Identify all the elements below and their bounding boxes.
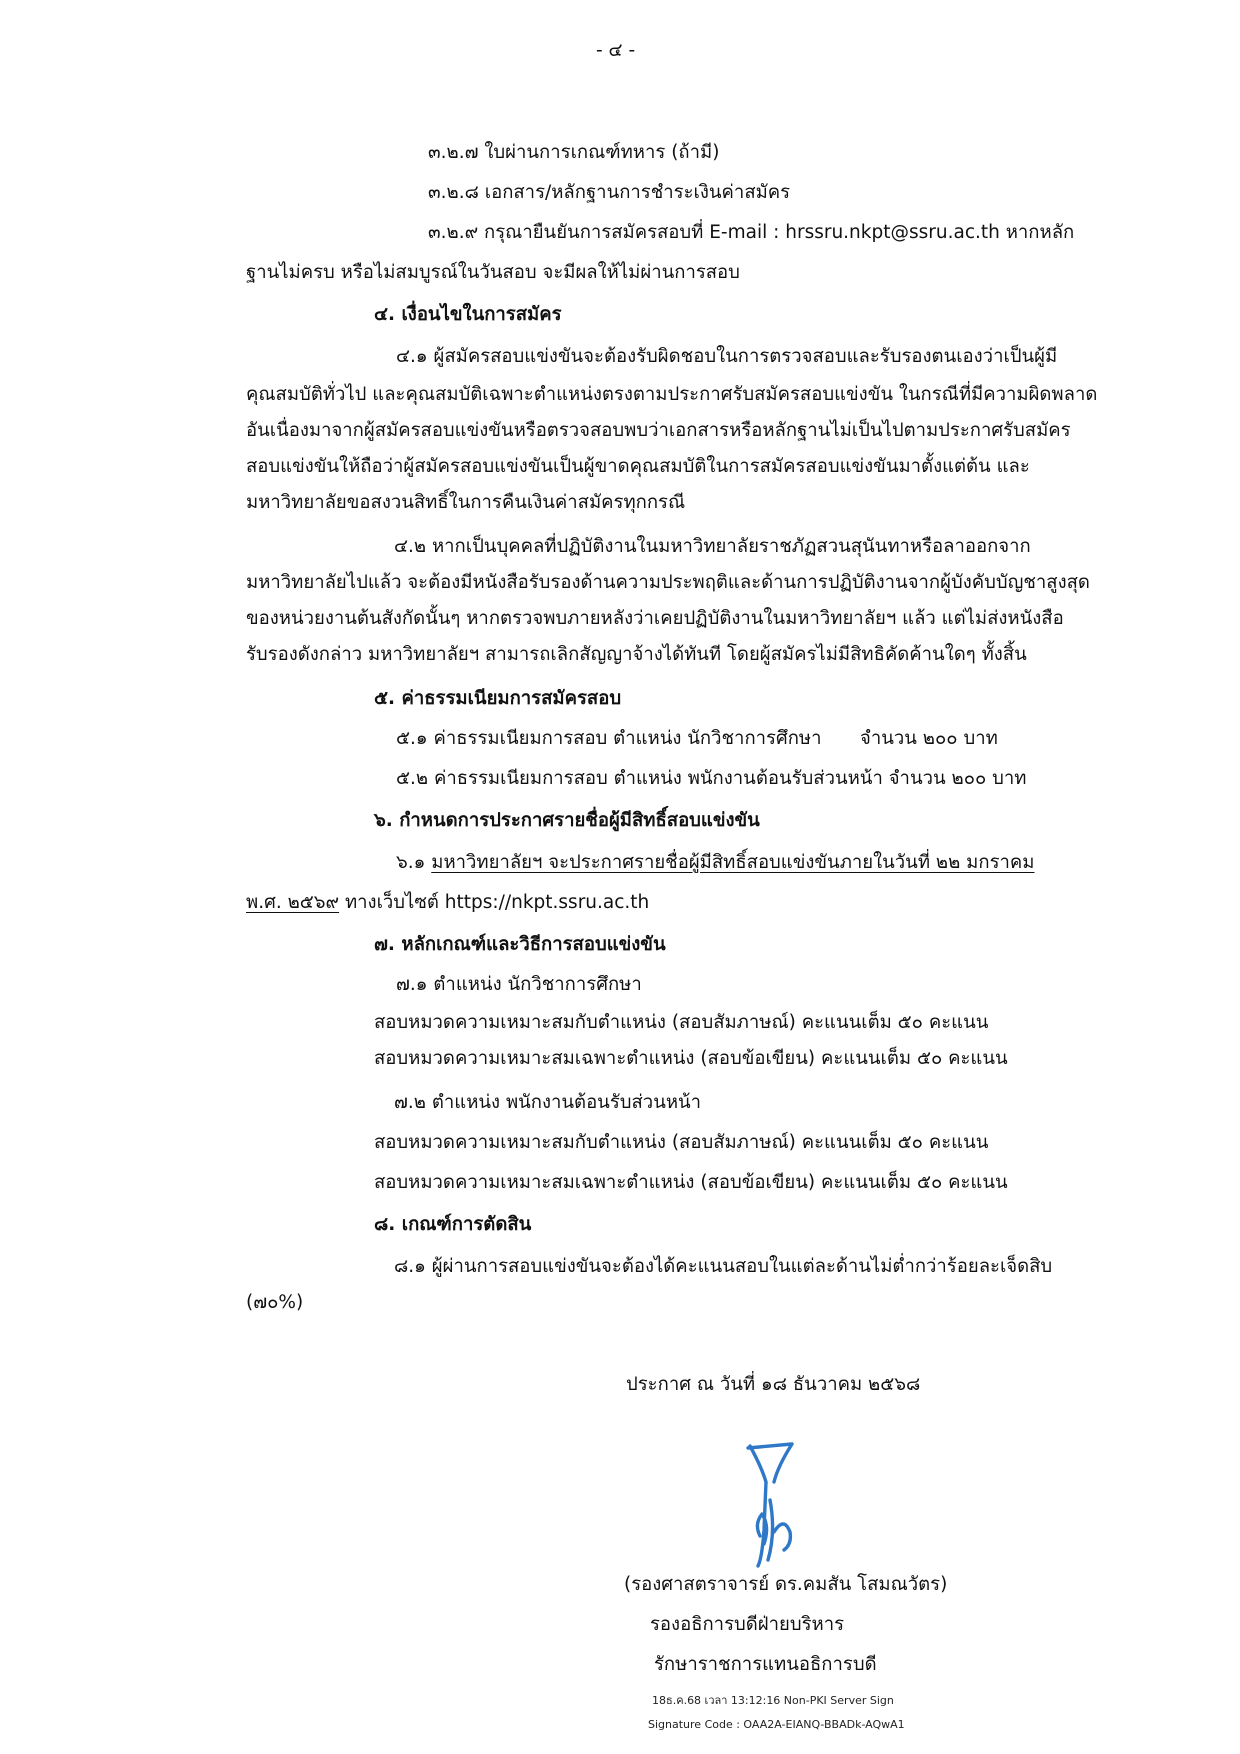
signer-name: (รองศาสตราจารย์ ดร.คมสัน โสมณวัตร) bbox=[624, 1574, 948, 1595]
item-4-1: ๔.๑ ผู้สมัครสอบแข่งขันจะต้องรับผิดชอบในการตรวจสอบและรับรองตนเองว่าเป็นผู้มี bbox=[396, 346, 1058, 367]
section-8-heading: ๘. เกณฑ์การตัดสิน bbox=[374, 1214, 532, 1235]
page-number: - ๔ - bbox=[596, 40, 636, 61]
item-6-1 bbox=[396, 850, 1034, 876]
item-5-1: ๕.๑ ค่าธรรมเนียมการสอบ ตำแหน่ง นักวิชาการศึกษา bbox=[396, 728, 822, 749]
item-4-2-cont-3: รับรองดังกล่าว มหาวิทยาลัยฯ สามารถเลิกสัญญาจ้างได้ทันที โดยผู้สมัครไม่มีสิทธิคัดค้านใดๆ ทั้งสิ้น bbox=[246, 644, 1027, 665]
item-5-2: ๕.๒ ค่าธรรมเนียมการสอบ ตำแหน่ง พนักงานต้อนรับส่วนหน้า จำนวน ๒๐๐ บาท bbox=[396, 768, 1027, 789]
item-4-1-cont-1: คุณสมบัติทั่วไป และคุณสมบัติเฉพาะตำแหน่งตรงตามประกาศรับสมัครสอบแข่งขัน ในกรณีที่มีความผิดพลาด bbox=[246, 384, 1098, 405]
item-3-2-9-cont: ฐานไม่ครบ หรือไม่สมบูรณ์ในวันสอบ จะมีผลให้ไม่ผ่านการสอบ bbox=[246, 262, 740, 283]
item-6-1-text: มหาวิทยาลัยฯ จะประกาศรายชื่อผู้มีสิทธิ์สอบแข่งขันภายในวันที่ ๒๒ มกราคม bbox=[431, 852, 1035, 873]
announce-date: ประกาศ ณ วันที่ ๑๘ ธันวาคม ๒๕๖๘ bbox=[626, 1374, 921, 1395]
item-4-2-cont-2: ของหน่วยงานต้นสังกัดนั้นๆ หากตรวจพบภายหลังว่าเคยปฏิบัติงานในมหาวิทยาลัยฯ แล้ว แต่ไม่ส่งหนังสือ bbox=[246, 608, 1064, 629]
item-6-1-number: ๖.๑ bbox=[396, 852, 432, 873]
item-3-2-7: ๓.๒.๗ ใบผ่านการเกณฑ์ทหาร (ถ้ามี) bbox=[428, 142, 720, 163]
item-7-2: ๗.๒ ตำแหน่ง พนักงานต้อนรับส่วนหน้า bbox=[394, 1092, 702, 1113]
item-6-1-website: ทางเว็บไซต์ https://nkpt.ssru.ac.th bbox=[339, 892, 650, 913]
item-7-2-interview: สอบหมวดความเหมาะสมกับตำแหน่ง (สอบสัมภาษณ์) คะแนนเต็ม ๕๐ คะแนน bbox=[374, 1132, 989, 1153]
signer-position-2: รักษาราชการแทนอธิการบดี bbox=[654, 1654, 877, 1675]
section-6-heading: ๖. กำหนดการประกาศรายชื่อผู้มีสิทธิ์สอบแข่งขัน bbox=[374, 810, 760, 831]
item-8-1-cont: (๗๐%) bbox=[246, 1292, 304, 1313]
item-7-2-written: สอบหมวดความเหมาะสมเฉพาะตำแหน่ง (สอบข้อเขียน) คะแนนเต็ม ๕๐ คะแนน bbox=[374, 1172, 1008, 1193]
section-7-heading: ๗. หลักเกณฑ์และวิธีการสอบแข่งขัน bbox=[374, 934, 666, 955]
item-8-1: ๘.๑ ผู้ผ่านการสอบแข่งขันจะต้องได้คะแนนสอบในแต่ละด้านไม่ต่ำกว่าร้อยละเจ็ดสิบ bbox=[394, 1256, 1053, 1277]
item-4-2: ๔.๒ หากเป็นบุคคลที่ปฏิบัติงานในมหาวิทยาลัยราชภัฏสวนสุนันทาหรือลาออกจาก bbox=[394, 536, 1031, 557]
item-4-2-cont-1: มหาวิทยาลัยไปแล้ว จะต้องมีหนังสือรับรองด้านความประพฤติและด้านการปฏิบัติงานจากผู้บังคับบัญชาสูงสุด bbox=[246, 572, 1090, 593]
item-4-1-cont-2: อันเนื่องมาจากผู้สมัครสอบแข่งขันหรือตรวจสอบพบว่าเอกสารหรือหลักฐานไม่เป็นไปตามประกาศรับสมัคร bbox=[246, 420, 1071, 441]
esign-code: Signature Code : OAA2A-EIANQ-BBADk-AQwA1 bbox=[648, 1718, 905, 1731]
handwritten-signature bbox=[740, 1440, 800, 1570]
section-5-heading: ๕. ค่าธรรมเนียมการสมัครสอบ bbox=[374, 688, 622, 709]
item-7-1-interview: สอบหมวดความเหมาะสมกับตำแหน่ง (สอบสัมภาษณ์) คะแนนเต็ม ๕๐ คะแนน bbox=[374, 1012, 989, 1033]
esign-timestamp: 18ธ.ค.68 เวลา 13:12:16 Non-PKI Server Sign bbox=[652, 1694, 894, 1707]
signer-position-1: รองอธิการบดีฝ่ายบริหาร bbox=[650, 1614, 845, 1635]
item-3-2-9: ๓.๒.๙ กรุณายืนยันการสมัครสอบที่ E-mail : hrssru.nkpt@ssru.ac.th หากหลัก bbox=[428, 222, 1075, 243]
item-4-1-cont-3: สอบแข่งขันให้ถือว่าผู้สมัครสอบแข่งขันเป็นผู้ขาดคุณสมบัติในการสมัครสอบแข่งขันมาตั้งแต่ต้น และ bbox=[246, 456, 1030, 477]
section-4-heading: ๔. เงื่อนไขในการสมัคร bbox=[374, 304, 562, 325]
item-7-1-written: สอบหมวดความเหมาะสมเฉพาะตำแหน่ง (สอบข้อเขียน) คะแนนเต็ม ๕๐ คะแนน bbox=[374, 1048, 1008, 1069]
item-4-1-cont-4: มหาวิทยาลัยขอสงวนสิทธิ์ในการคืนเงินค่าสมัครทุกกรณี bbox=[246, 492, 686, 513]
item-3-2-8: ๓.๒.๘ เอกสาร/หลักฐานการชำระเงินค่าสมัคร bbox=[428, 182, 791, 203]
item-7-1: ๗.๑ ตำแหน่ง นักวิชาการศึกษา bbox=[396, 974, 642, 995]
item-6-1-year: พ.ศ. ๒๕๖๙ bbox=[246, 892, 340, 913]
item-5-1-amount: จำนวน ๒๐๐ บาท bbox=[860, 728, 998, 749]
item-6-1-cont bbox=[246, 890, 649, 916]
